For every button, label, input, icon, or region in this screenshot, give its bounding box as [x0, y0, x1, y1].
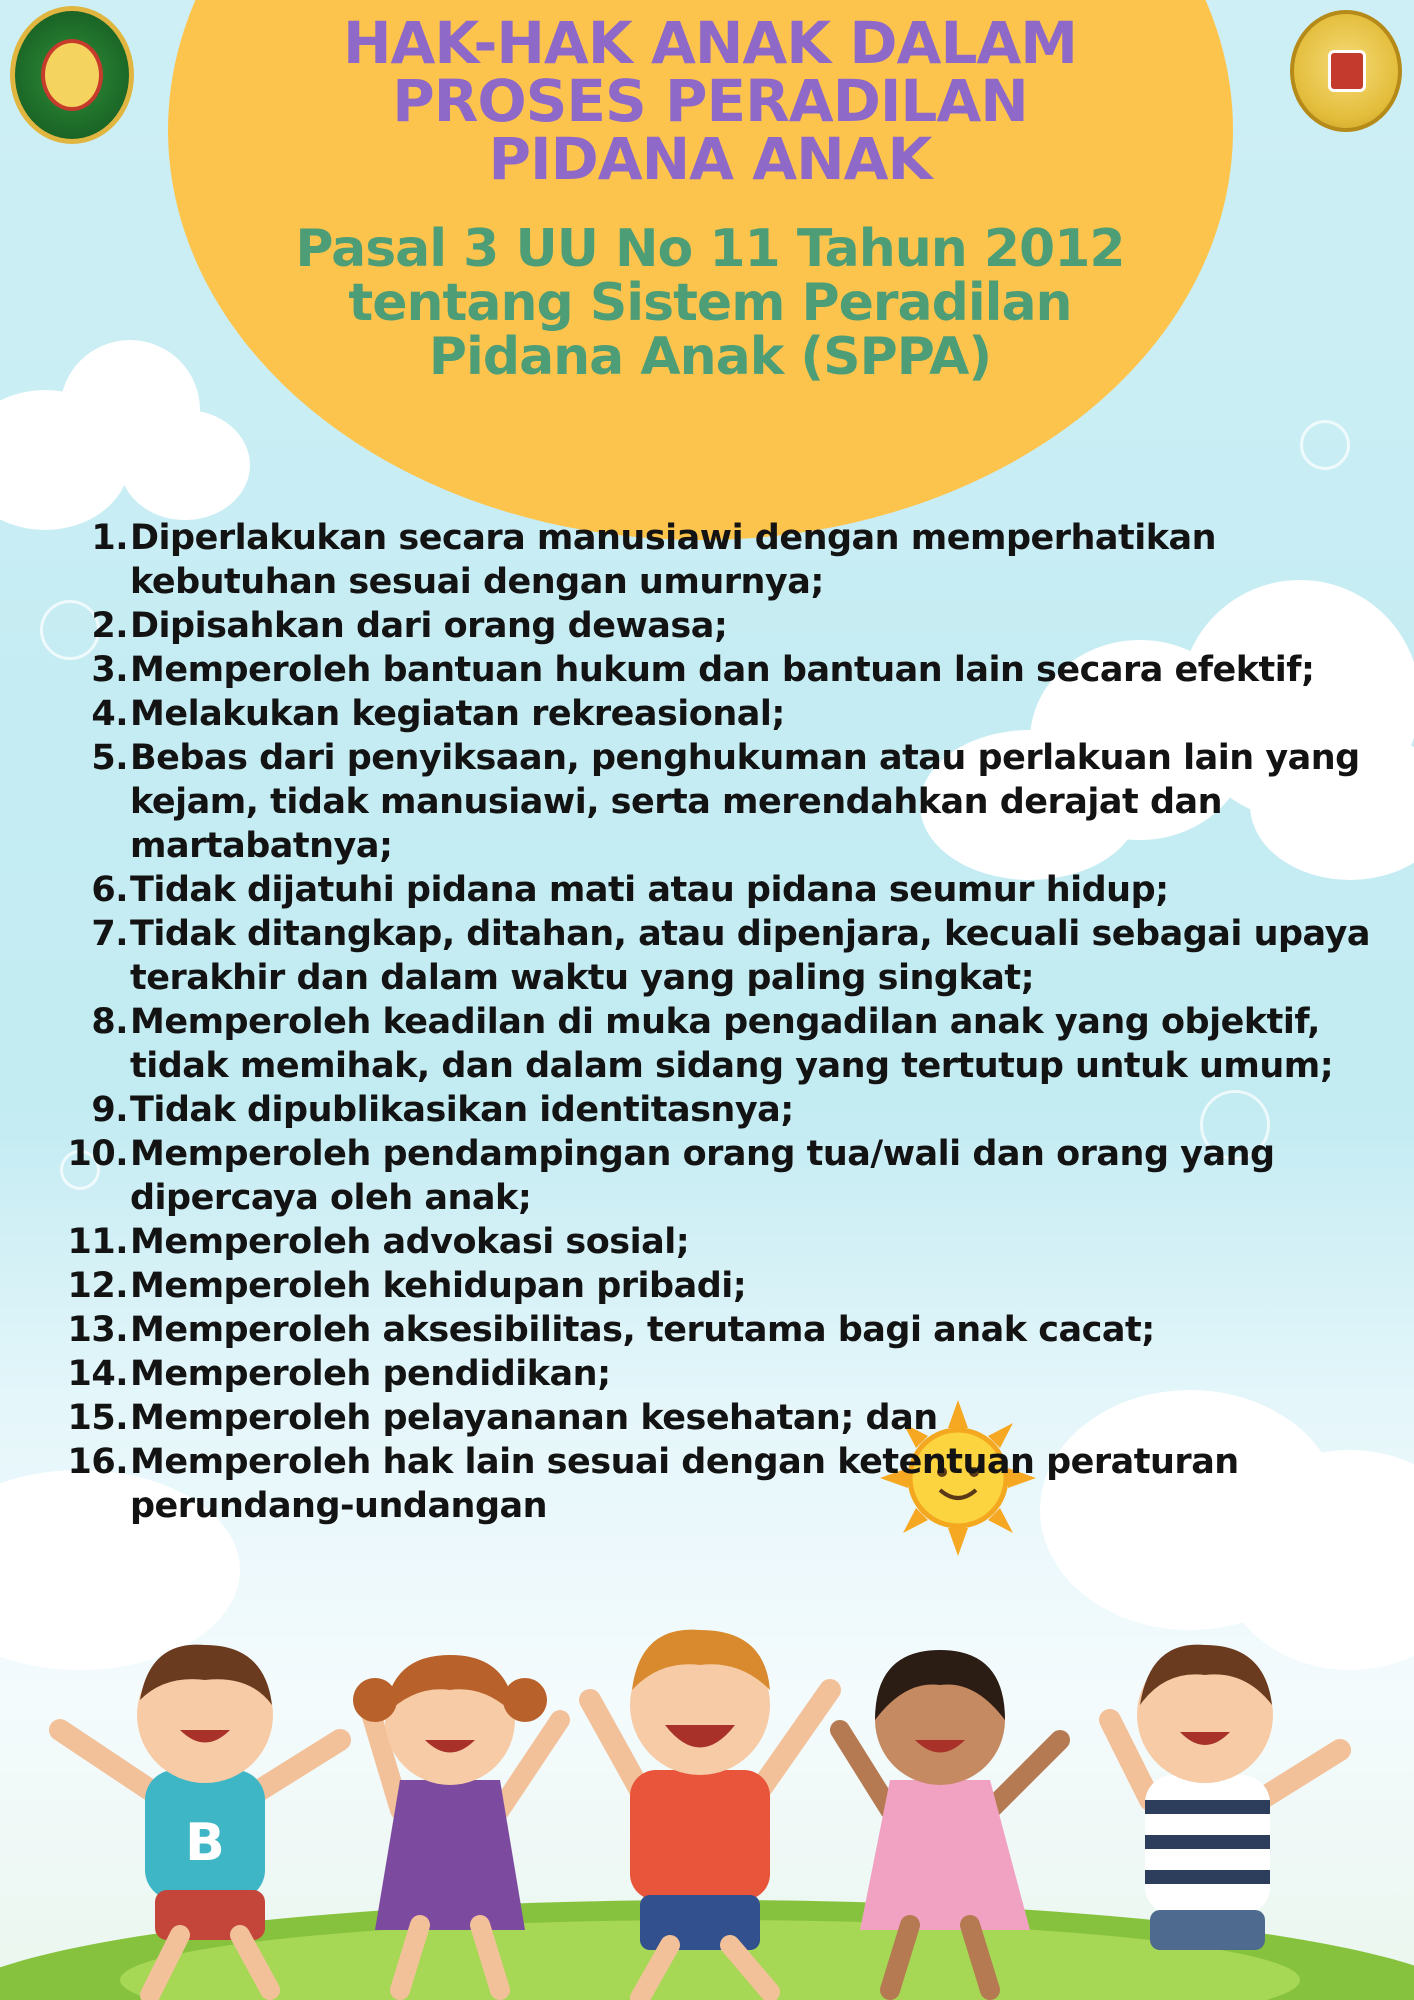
right-item: [40, 1440, 1380, 1528]
right-number: 5.: [91, 738, 128, 778]
title-line: HAK-HAK ANAK DALAM: [342, 9, 1078, 77]
right-number: 7.: [91, 914, 128, 954]
right-item: [40, 1264, 1380, 1308]
rights-list: [40, 516, 1380, 1528]
right-number: 3.: [91, 650, 128, 690]
children-illustration: [0, 1620, 1414, 2000]
poster-subtitle: [230, 219, 1190, 387]
right-text: Memperoleh advokasi sosial;: [130, 1222, 690, 1262]
right-number: 8.: [91, 1002, 128, 1042]
emblem-shield-icon: [41, 39, 103, 111]
right-text: Memperoleh pendidikan;: [130, 1354, 611, 1394]
right-text: Tidak dijatuhi pidana mati atau pidana seumur hidup;: [130, 870, 1169, 910]
right-item: [40, 1352, 1380, 1396]
right-item: [40, 604, 1380, 648]
right-number: 9.: [91, 1090, 128, 1130]
right-number: 1.: [91, 518, 128, 558]
right-number: 6.: [91, 870, 128, 910]
subtitle-line: Pidana Anak (SPPA): [428, 327, 992, 387]
right-item: [40, 1088, 1380, 1132]
right-text: Tidak ditangkap, ditahan, atau dipenjara, kecuali sebagai upaya terakhir dan dalam waktu yang paling singkat;: [130, 914, 1371, 998]
right-item: [40, 868, 1380, 912]
cloud-left: [0, 320, 260, 520]
bubble-decoration: [1300, 420, 1350, 470]
right-text: Memperoleh bantuan hukum dan bantuan lain secara efektif;: [130, 650, 1315, 690]
right-text: Memperoleh kehidupan pribadi;: [130, 1266, 747, 1306]
child-figure: [60, 1645, 340, 1995]
right-item: [40, 648, 1380, 692]
right-item: [40, 912, 1380, 1000]
right-item: [40, 692, 1380, 736]
right-item: [40, 1000, 1380, 1088]
right-item: [40, 1132, 1380, 1220]
right-number: 11.: [67, 1222, 128, 1262]
right-text: Memperoleh aksesibilitas, terutama bagi anak cacat;: [130, 1310, 1155, 1350]
right-text: Memperoleh keadilan di muka pengadilan anak yang objektif, tidak memihak, dan dalam sidang yang tertutup untuk umum;: [130, 1002, 1334, 1086]
right-text: Bebas dari penyiksaan, penghukuman atau perlakuan lain yang kejam, tidak manusiawi, serta merendahkan derajat dan martabatnya;: [130, 738, 1360, 866]
right-item: [40, 516, 1380, 604]
child-figure: [1110, 1645, 1340, 1950]
poster-title: [230, 9, 1190, 193]
right-number: 2.: [91, 606, 128, 646]
right-item: [40, 1396, 1380, 1440]
right-item: [40, 736, 1380, 868]
child-figure: [353, 1655, 560, 1990]
child-figure: [840, 1650, 1060, 1990]
right-number: 15.: [67, 1398, 128, 1438]
title-line: PIDANA ANAK: [488, 125, 932, 193]
right-number: 12.: [67, 1266, 128, 1306]
right-number: 13.: [67, 1310, 128, 1350]
right-number: 4.: [91, 694, 128, 734]
child-figure: [590, 1630, 830, 1998]
right-number: 10.: [67, 1134, 128, 1174]
subtitle-line: Pasal 3 UU No 11 Tahun 2012: [295, 219, 1125, 279]
right-text: Dipisahkan dari orang dewasa;: [130, 606, 728, 646]
right-number: 16.: [67, 1442, 128, 1482]
supreme-court-emblem-right: [1290, 10, 1402, 132]
right-text: Memperoleh hak lain sesuai dengan ketentuan peraturan perundang-undangan: [130, 1442, 1239, 1526]
title-line: PROSES PERADILAN: [392, 67, 1028, 135]
right-text: Memperoleh pendampingan orang tua/wali dan orang yang dipercaya oleh anak;: [130, 1134, 1275, 1218]
shirt-letter: B: [185, 1813, 225, 1873]
right-text: Diperlakukan secara manusiawi dengan memperhatikan kebutuhan sesuai dengan umurnya;: [130, 518, 1217, 602]
right-text: Memperoleh pelayananan kesehatan; dan: [130, 1398, 938, 1438]
right-number: 14.: [67, 1354, 128, 1394]
court-emblem-left: [10, 6, 134, 144]
right-item: [40, 1308, 1380, 1352]
right-text: Melakukan kegiatan rekreasional;: [130, 694, 785, 734]
emblem-shield-icon: [1328, 50, 1366, 92]
right-item: [40, 1220, 1380, 1264]
subtitle-line: tentang Sistem Peradilan: [348, 273, 1072, 333]
right-text: Tidak dipublikasikan identitasnya;: [130, 1090, 794, 1130]
